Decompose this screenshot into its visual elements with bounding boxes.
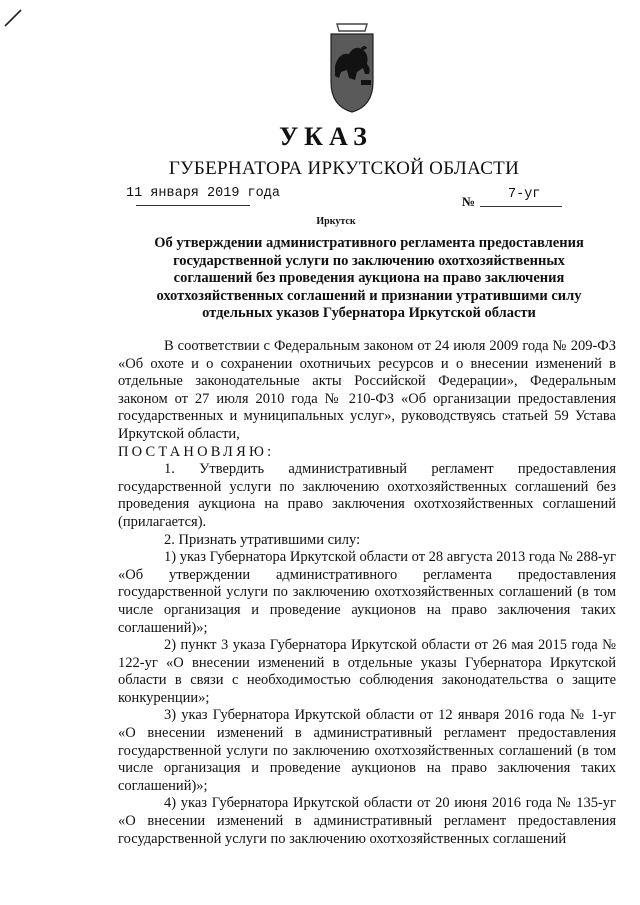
- document-body: [118, 338, 616, 848]
- date-underline: [136, 205, 250, 206]
- document-city: Иркутск: [316, 216, 356, 227]
- decree-word: ПОСТАНОВЛЯЮ:: [118, 443, 275, 460]
- list-item-2: 2) пункт 3 указа Губернатора Иркутской области от 26 мая 2015 года № 122-уг «О внесении изменений в отдельные указы Губернатора Иркутской области в связи с необходимостью соблюдения законодательства о защите конкуренции»;: [118, 637, 616, 706]
- list-item-1: 1) указ Губернатора Иркутской области от 28 августа 2013 года № 288-уг «Об утверждении административного регламента предоставления государственной услуги по заключению охотхозяйственных соглашений (в том числе организация и проведение аукционов на право заключения таких соглашений)»;: [118, 549, 617, 636]
- number-sign: №: [462, 194, 476, 209]
- heading-line: соглашений без проведения аукциона на право заключения: [173, 270, 565, 287]
- heading-line: охотхозяйственных соглашений и признании утратившими силу: [156, 287, 582, 304]
- list-item-3: 3) указ Губернатора Иркутской области от 12 января 2016 года № 1-уг «О внесении изменений в административный регламент предоставления государственной услуги по заключению охотхозяйственных соглашений (в том числе организация и проведение аукционов на право заключения таких соглашений)»;: [118, 707, 616, 794]
- document-title: УКАЗ: [279, 122, 373, 151]
- list-item-4: 4) указ Губернатора Иркутской области от 20 июня 2016 года № 135-уг «О внесении изменений в административный регламент предоставления государственной услуги по заключению охотхозяйственных соглашений: [118, 795, 616, 847]
- paragraph-1: 1. Утвердить административный регламент предоставления государственной услуги по заключению охотхозяйственных соглашений без проведения аукциона на право заключения охотхозяйственных соглашений (прилагается).: [118, 461, 616, 530]
- heading-line: государственной услуги по заключению охотхозяйственных: [173, 252, 565, 269]
- heading-line: отдельных указов Губернатора Иркутской области: [202, 305, 536, 322]
- coat-of-arms-icon: [321, 22, 383, 114]
- document-number: 7-уг: [508, 187, 541, 202]
- heading-line: Об утверждении административного регламента предоставления: [154, 235, 584, 251]
- document-heading: [118, 235, 620, 323]
- intro-paragraph: В соответствии с Федеральным законом от 24 июля 2009 года № 209-ФЗ «Об охоте и о сохранении охотничьих ресурсов и о внесении изменений в отдельные законодательные акты Российской Федерации», Федеральным законом от 27 июля 2010 года № 210-ФЗ «Об организации предоставления государственных и муниципальных услуг», руководствуясь статьей 59 Устава Иркутской области,: [118, 338, 616, 442]
- number-underline: [480, 206, 562, 207]
- paragraph-2: 2. Признать утратившими силу:: [164, 531, 361, 548]
- scan-mark-icon: [2, 6, 24, 28]
- document-subtitle: ГУБЕРНАТОРА ИРКУТСКОЙ ОБЛАСТИ: [168, 158, 520, 179]
- document-date: 11 января 2019 года: [126, 186, 280, 201]
